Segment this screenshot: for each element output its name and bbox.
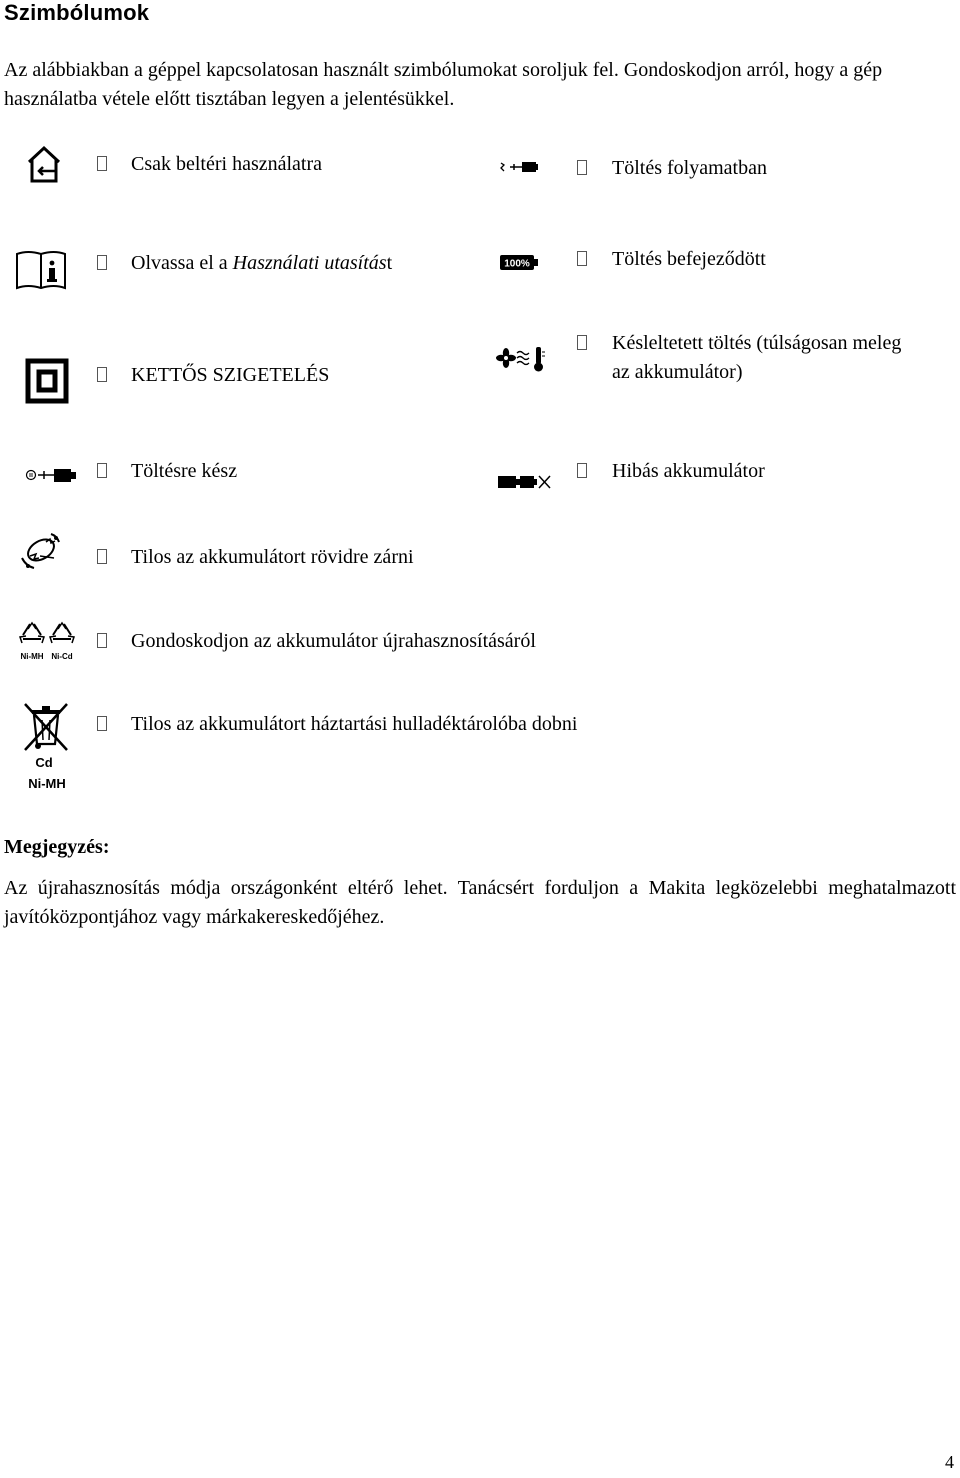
symbol-charging-text: Töltés folyamatban	[612, 157, 767, 179]
bullet-box	[97, 716, 107, 731]
bullet-box	[97, 255, 107, 270]
charging-icon	[498, 158, 540, 176]
bullet-box	[97, 463, 107, 478]
symbol-indoor-text: Csak beltéri használatra	[131, 153, 323, 175]
faulty-battery-icon	[497, 472, 553, 492]
symbol-no-short-text: Tilos az akkumulátort rövidre zárni	[131, 546, 414, 568]
manual-book-icon	[14, 248, 68, 292]
page-number: 4	[945, 1452, 954, 1472]
fan-heat-thermometer-icon	[496, 344, 548, 374]
bullet-box	[577, 335, 587, 350]
bullet-box	[97, 633, 107, 648]
symbol-charged-text: Töltés befejeződött	[612, 248, 766, 270]
note-heading: Megjegyzés:	[4, 836, 110, 858]
manual-italic: Használati utasítás	[232, 252, 387, 274]
crossed-bin-icon	[20, 700, 74, 794]
intro-paragraph: Az alábbiakban a géppel kapcsolatosan használt szimbólumokat soroljuk fel. Gondoskodjon arról, hogy a gép használatba vétele előtt tisztában legyen a jelentésükkel.	[4, 59, 883, 110]
note-text: Az újrahasznosítás módja országonként eltérő lehet. Tanácsért forduljon a Makita legközelebbi meghatalmazott javítóközpontjához vagy márkakereskedőjéhez.	[4, 877, 956, 928]
manual-suffix: t	[386, 252, 393, 274]
recycle-icon	[16, 620, 78, 662]
bullet-box	[577, 463, 587, 478]
bullet-box	[577, 160, 587, 175]
bullet-box	[97, 367, 107, 382]
ready-to-charge-icon	[24, 464, 78, 486]
nimh-label: Ni-MH	[20, 652, 44, 661]
symbol-no-trash-text: Tilos az akkumulátort háztartási hulladéktárolóba dobni	[131, 713, 578, 735]
symbol-recycle-text: Gondoskodjon az akkumulátor újrahasznosításáról	[131, 630, 536, 652]
double-insulation-icon	[25, 358, 69, 404]
symbol-delayed-text-2: az akkumulátor)	[612, 361, 743, 383]
nicd-label: Ni-Cd	[51, 652, 73, 661]
house-icon	[26, 144, 62, 184]
battery-full-icon	[499, 254, 539, 271]
manual-prefix: Olvassa el a	[131, 252, 233, 274]
bullet-box	[97, 156, 107, 171]
symbol-manual-text	[131, 250, 392, 276]
symbol-delayed-text-1: Késleltetett töltés (túlságosan meleg	[612, 332, 902, 354]
percent-label: 100%	[504, 258, 530, 270]
bullet-box	[577, 251, 587, 266]
symbol-faulty-text: Hibás akkumulátor	[612, 460, 765, 482]
cd-label: Cd	[35, 755, 53, 770]
symbol-double-insulation-text: KETTŐS SZIGETELÉS	[131, 364, 330, 386]
bullet-box	[97, 549, 107, 564]
no-short-circuit-icon	[16, 528, 62, 574]
page-title: Szimbólumok	[4, 0, 150, 25]
symbol-ready-text: Töltésre kész	[131, 460, 238, 482]
nimh-bin-label: Ni-MH	[28, 776, 66, 791]
